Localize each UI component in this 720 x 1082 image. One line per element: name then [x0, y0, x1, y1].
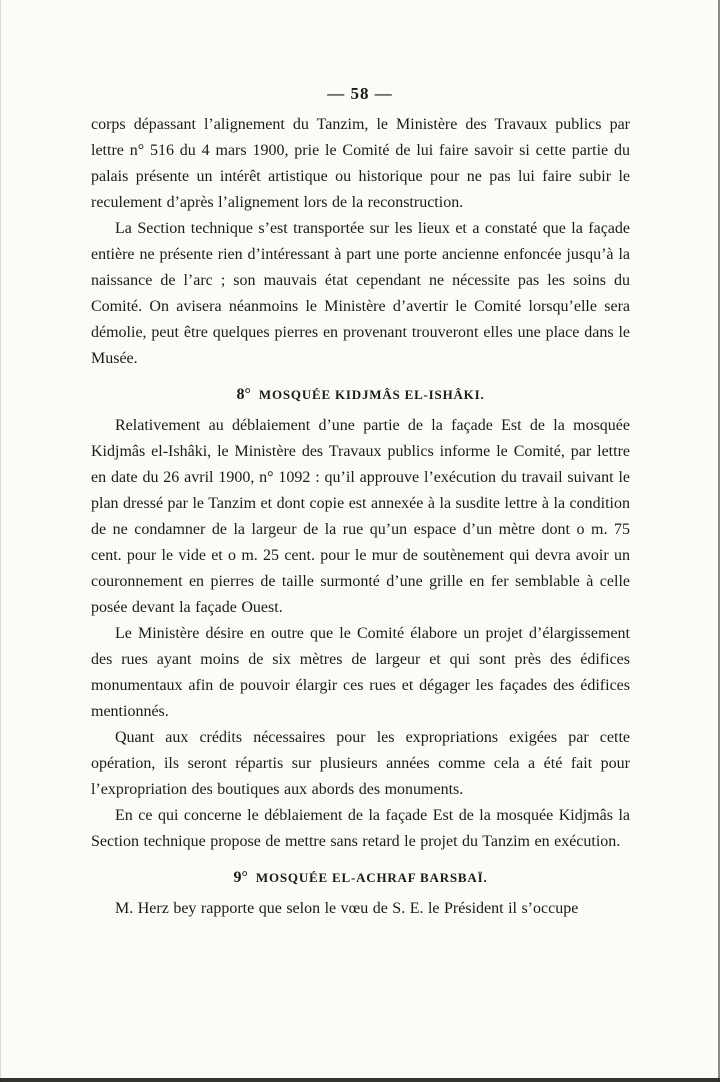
section-heading-8 — [91, 386, 630, 404]
paragraph-herz-bey: M. Herz bey rapporte que selon le vœu de S. E. le Président il s’occupe — [115, 900, 579, 917]
paragraph-elargissement: Le Ministère désire en outre que le Comité élabore un projet d’élargissement des rues ayant moins de six mètres de largeur et qui sont près des édifices monumentaux afin de pouvoir élargir ces rues et dégager les façades des édifices mentionnés. — [91, 625, 630, 720]
section-title: MOSQUÉE KIDJMÂS EL-ISHÂKI. — [258, 387, 485, 402]
paragraph-credits: Quant aux crédits nécessaires pour les expropriations exigées par cette opération, ils seront répartis sur plusieurs années comme cela a été fait pour l’expropriation des boutiques aux abords des monuments. — [91, 729, 630, 798]
section-heading-9 — [91, 869, 630, 887]
paragraph-section-technique: La Section technique s’est transportée sur les lieux et a constaté que la façade entière ne présente rien d’intéressant à part une porte ancienne enfoncée jusqu’à la naissance de l’arc ; son mauvais état cependant ne nécessite pas les soins du Comité. On avisera néanmoins le Ministère d’avertir le Comité lorsqu’elle sera démolie, peut être quelques pierres en provenant trouveront elles une place dans le Musée. — [91, 220, 630, 367]
paragraph-continuation: corps dépassant l’alignement du Tanzim, le Ministère des Travaux publics par lettre n° 516 du 4 mars 1900, prie le Comité de lui faire savoir si cette partie du palais présente un intérêt artistique ou historique pour ne pas lui faire subir le reculement d’après l’alignement lors de la reconstruction. — [91, 116, 630, 211]
section-title: MOSQUÉE EL-ACHRAF BARSBAÏ. — [255, 870, 488, 885]
page-body — [91, 112, 630, 922]
page-number: — 58 — — [327, 84, 393, 103]
paragraph-proposition: En ce qui concerne le déblaiement de la façade Est de la mosquée Kidjmâs la Section technique propose de mettre sans retard le projet du Tanzim en exécution. — [91, 807, 630, 850]
paragraph-deblaiement: Relativement au déblaiement d’une partie de la façade Est de la mosquée Kidjmâs el-Ishâki, le Ministère des Travaux publics informe le Comité, par lettre en date du 26 avril 1900, n° 1092 : qu’il approuve l’exécution du travail suivant le plan dressé par le Tanzim et dont copie est annexée à la susdite lettre à la condition de ne condamner de la largeur de la rue qu’un espace d’un mètre dont o m. 75 cent. pour le vide et o m. 25 cent. pour le mur de soutènement qui devra avoir un couronnement en pierres de taille surmonté d’une grille en fer semblable à celle posée devant la façade Ouest. — [91, 417, 630, 616]
section-number: 8° — [236, 386, 251, 403]
section-number: 9° — [233, 869, 248, 886]
